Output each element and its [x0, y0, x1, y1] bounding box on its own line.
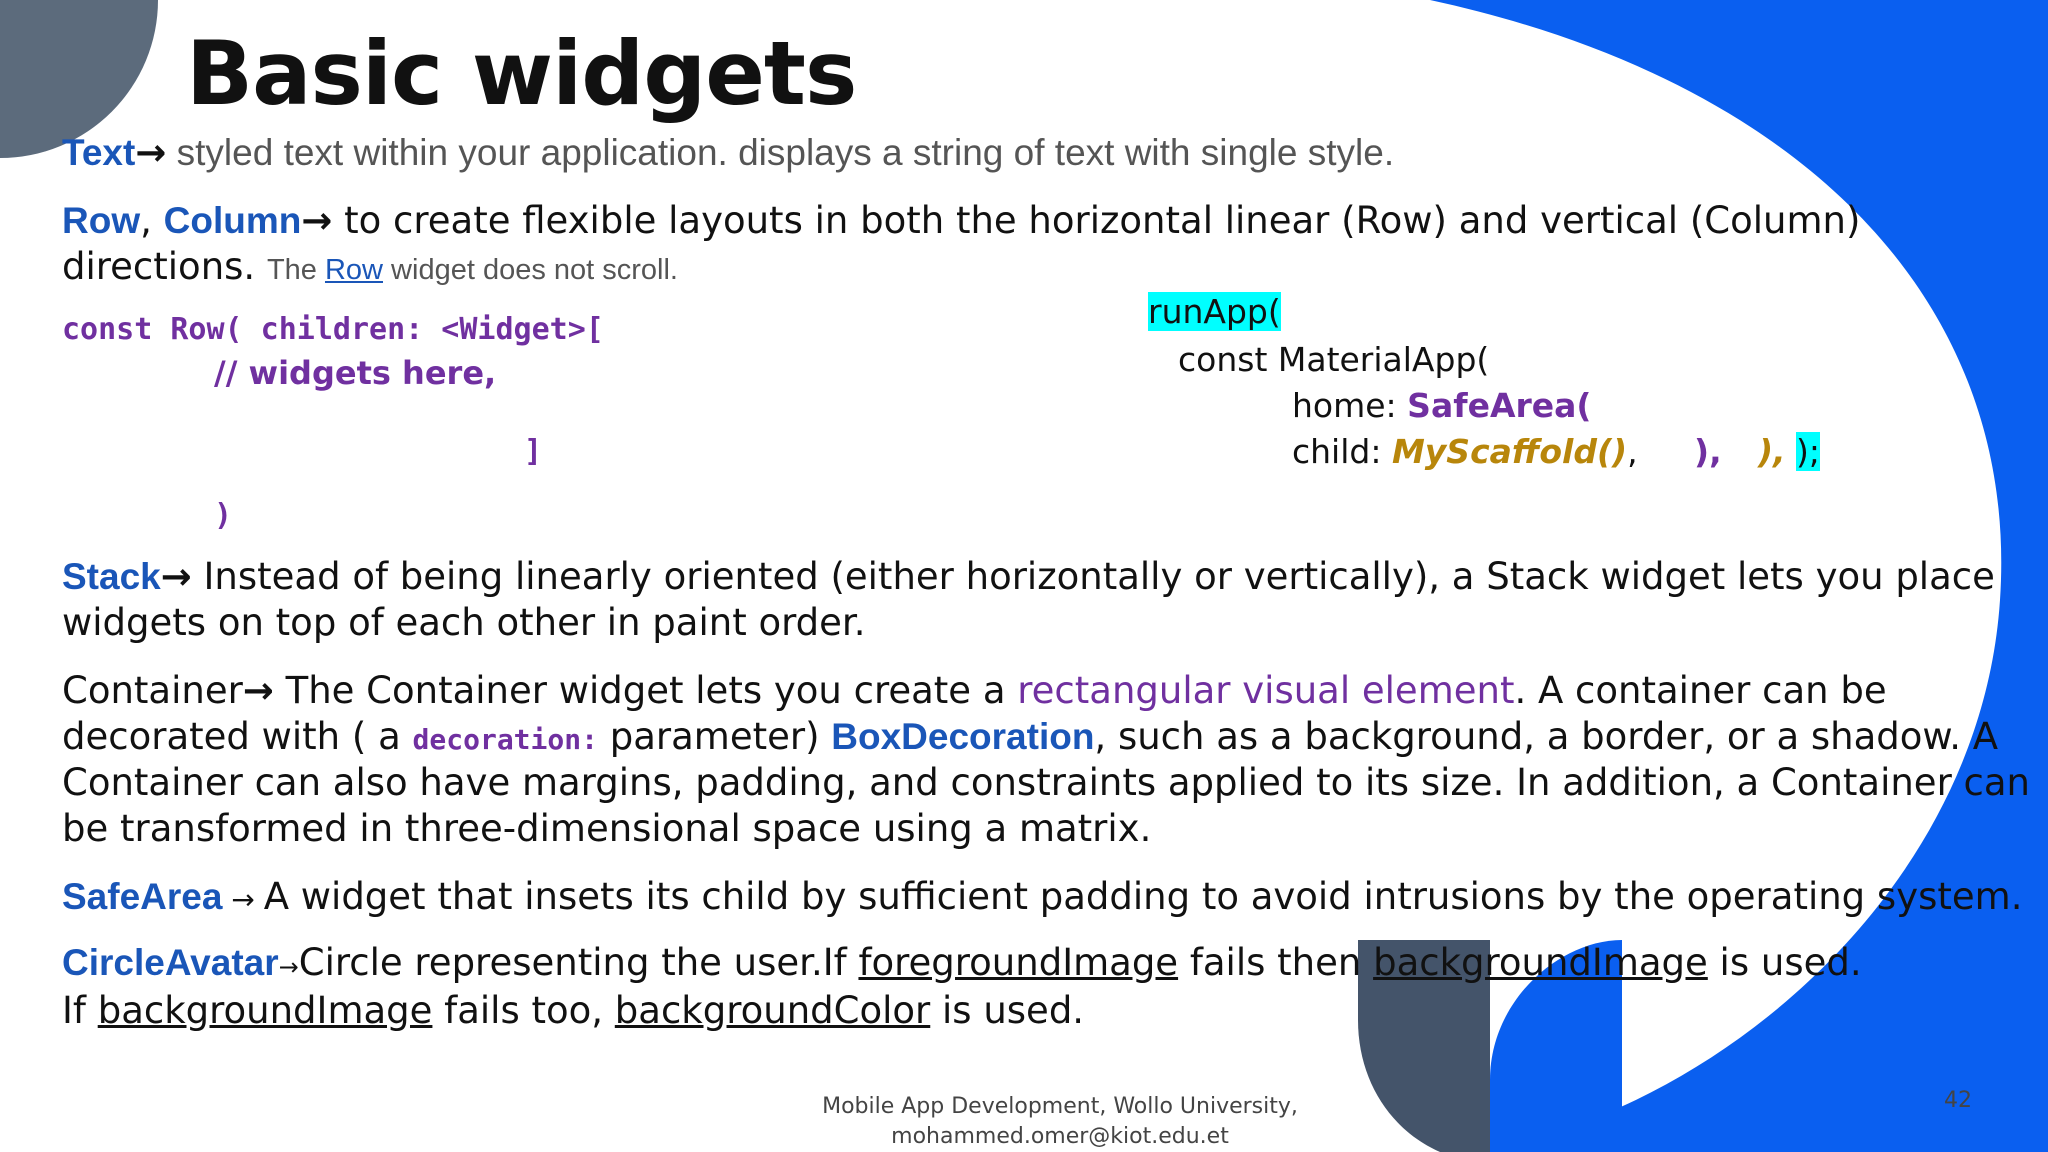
foregroundimage-link[interactable]: foregroundImage	[858, 941, 1179, 984]
slide-title: Basic widgets	[186, 22, 857, 125]
row-column-line-1	[62, 198, 1860, 244]
child-label: child:	[1292, 432, 1392, 471]
circleavatar-line-1	[62, 940, 1862, 990]
page-number: 42	[1944, 1088, 1972, 1113]
ca-text-2: fails then	[1178, 941, 1374, 984]
comma: ,	[1627, 432, 1638, 471]
text-widget-line	[62, 130, 1394, 176]
container-desc-b: . A container can be	[1514, 669, 1887, 712]
container-line-1	[62, 668, 1887, 714]
safearea-keyword: SafeArea	[62, 876, 223, 917]
row-column-description: to create flexible layouts in both the horizontal linear (Row) and vertical (Column)	[332, 199, 1861, 242]
arrow-icon: →	[278, 953, 299, 981]
container-keyword: Container	[62, 669, 243, 712]
ca-text-6: is used.	[930, 989, 1085, 1032]
circleavatar-line-2	[62, 988, 1084, 1034]
container-line-2	[62, 714, 1998, 763]
arrow-icon: →	[301, 199, 333, 242]
close-3: );	[1796, 432, 1820, 471]
column-keyword: Column	[163, 200, 302, 241]
note-prefix: The	[266, 254, 325, 286]
myscaffold-code: MyScaffold()	[1391, 432, 1628, 471]
code-row-line-1: const Row( children: <Widget>[	[62, 312, 604, 347]
arrow-icon: →	[222, 883, 264, 916]
text-keyword: Text	[62, 132, 136, 173]
text-description: styled text within your application. displays a string of text with single style.	[166, 132, 1395, 173]
ca-text-3: is used.	[1707, 941, 1862, 984]
ca-text-5: fails too,	[432, 989, 615, 1032]
code-row-line-2: // widgets here,	[214, 354, 497, 392]
container-desc-a: The Container widget lets you create a	[273, 669, 1018, 712]
stack-line-1	[62, 554, 1995, 600]
safearea-description: A widget that insets its child by sufficient padding to avoid intrusions by the operating system.	[263, 875, 2023, 918]
row-column-description-cont: directions.	[62, 245, 267, 288]
close-paren-1	[1694, 432, 1722, 471]
ca-text-4: If	[62, 989, 98, 1032]
arrow-icon: →	[135, 131, 167, 174]
code-runapp-line-2: const MaterialApp(	[1178, 340, 1490, 379]
boxdecoration-keyword: BoxDecoration	[831, 716, 1095, 757]
code-runapp-line-1	[1148, 292, 1281, 331]
ca-text-1: Circle representing the user.If	[298, 941, 859, 984]
stack-line-2: widgets on top of each other in paint order.	[62, 601, 866, 644]
container-line-4: be transformed in three-dimensional space using a matrix.	[62, 807, 1152, 850]
code-runapp-line-4	[1292, 432, 1638, 471]
close-paren-2	[1758, 432, 1786, 471]
home-label: home:	[1292, 386, 1408, 425]
row-doc-link[interactable]: Row	[324, 254, 383, 286]
footer-line-2: mohammed.omer@kiot.edu.et	[891, 1124, 1229, 1149]
backgroundimage-link-2[interactable]: backgroundImage	[97, 989, 433, 1032]
container-line-3: Container can also have margins, padding, and constraints applied to its size. In addition, a Container can	[62, 761, 2031, 804]
decoration-code: decoration:	[412, 723, 598, 756]
backgroundimage-link[interactable]: backgroundImage	[1373, 941, 1708, 984]
code-row-line-3: ]	[524, 434, 543, 469]
separator: ,	[140, 199, 164, 242]
arrow-icon: →	[160, 555, 192, 598]
container-desc-c: decorated with ( a	[62, 715, 413, 758]
footer-line-1: Mobile App Development, Wollo University,	[822, 1094, 1298, 1119]
code-row-line-4: )	[214, 498, 233, 533]
safearea-line	[62, 874, 2022, 923]
stack-description: Instead of being linearly oriented (either horizontally or vertically), a Stack widget lets you place	[191, 555, 1995, 598]
stack-keyword: Stack	[62, 556, 161, 597]
row-column-line-2	[62, 244, 678, 293]
runapp-highlight: runApp(	[1148, 292, 1281, 331]
arrow-icon: →	[242, 669, 274, 712]
container-desc-d: parameter)	[597, 715, 832, 758]
safearea-code: SafeArea(	[1407, 386, 1592, 425]
close-2: ),	[1758, 432, 1786, 471]
code-runapp-line-3	[1292, 386, 1592, 425]
backgroundcolor-link[interactable]: backgroundColor	[614, 989, 931, 1032]
close-1: ),	[1694, 432, 1722, 471]
container-desc-e: , such as a background, a border, or a shadow. A	[1094, 715, 1999, 758]
note-suffix: widget does not scroll.	[383, 254, 678, 286]
row-keyword: Row	[62, 200, 141, 241]
rectangular-visual-element: rectangular visual element	[1017, 669, 1515, 712]
circleavatar-keyword: CircleAvatar	[62, 942, 279, 983]
close-paren-3	[1796, 432, 1820, 471]
